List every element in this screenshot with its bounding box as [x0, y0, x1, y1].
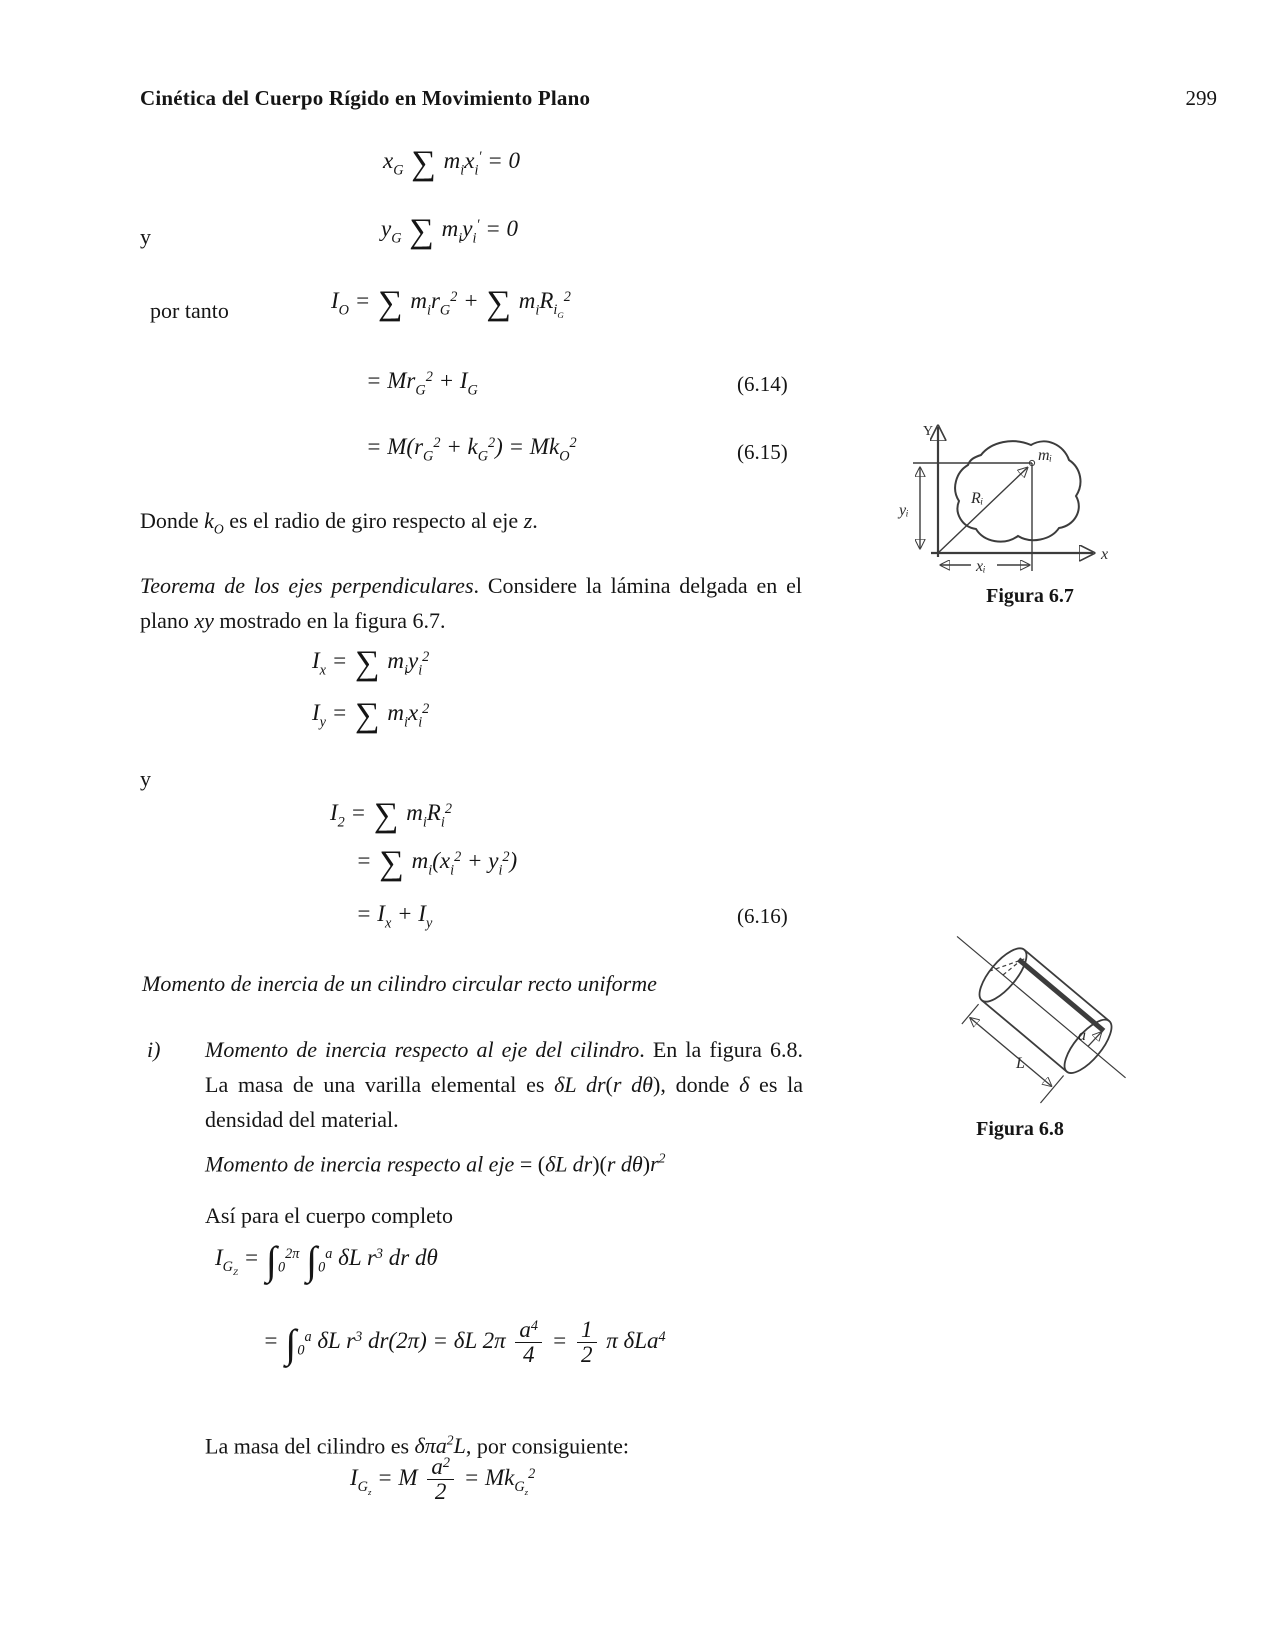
page-number: 299: [1185, 86, 1217, 110]
dim-ext-left: [962, 1004, 979, 1024]
cylinder-top-edge: [1024, 950, 1109, 1021]
paragraph-donde: Donde $k_O$ es el radio de giro respecto al eje z.: [140, 508, 538, 537]
radius-label: Rᵢ: [971, 490, 984, 507]
paragraph-momento-eje: Momento de inercia respecto al eje = (δL dr)(r $d\theta)r^2$: [205, 1151, 666, 1177]
figure-6-8-diagram: [930, 888, 1170, 1113]
length-L-label: L: [1016, 1055, 1025, 1072]
list-item-i-label: i): [147, 1037, 161, 1062]
paragraph-masa: La masa del cilindro es δπa$^2$L, por consiguiente:: [205, 1433, 629, 1459]
connector-y-1: y: [140, 224, 151, 249]
equation-xg: $x_G$ ∑ $m_ix_i' = 0$: [383, 143, 521, 182]
elemental-rod-highlight: [1020, 961, 1102, 1030]
mass-label: mᵢ: [1038, 447, 1053, 464]
figure-6-8-caption: Figura 6.8: [976, 1118, 1064, 1140]
equation-i2b: = ∑ $m_i(x_i^2 + y_i^2)$: [356, 843, 518, 882]
equation-igz-1: $I_{G_Z} = \int_0^{2\pi}$ $\int_0^a$ δL $r^3$ dr dθ: [215, 1237, 438, 1283]
cylinder-axis: [957, 936, 1126, 1077]
y-axis-label: Y: [923, 424, 934, 439]
equation-iy: $I_y$ = ∑ $m_ix_i^2$: [312, 695, 430, 734]
figure-6-7-diagram: [855, 415, 1115, 575]
radius-a-arrow: [1088, 1032, 1101, 1047]
equation-igz-2: = $\int_0^a$ δL $r^3$ dr(2π) = δL 2π $\frac{a^4}{4}$ = $\frac{1}{2}$ π δLa$^4$: [263, 1317, 666, 1368]
equation-final: $I_{G_z} = M$ $\frac{a^2}{2}$ = $Mk_{G_z}^2$: [350, 1454, 536, 1505]
dim-x-label: xᵢ: [976, 558, 986, 575]
equation-number-6-16: (6.16): [737, 904, 788, 928]
paragraph-asi: Así para el cuerpo completo: [205, 1203, 454, 1228]
equation-6-16: = $I_x + I_y$: [356, 901, 433, 932]
connector-por-tanto: por tanto: [150, 298, 229, 323]
list-item-i-text: Momento de inercia respecto al eje del cilindro. En la figura 6.8. La masa de una varilla elemental es δL dr(r dθ), donde δ es la densidad del material.: [205, 1037, 804, 1132]
equation-number-6-14: (6.14): [737, 372, 788, 396]
equation-6-14: = $Mr_G^2 + I_G$: [366, 368, 478, 399]
figure-6-7-caption: Figura 6.7: [986, 585, 1074, 607]
running-title: Cinética del Cuerpo Rígido en Movimiento Plano: [140, 86, 591, 110]
page-header: [140, 86, 1217, 111]
radius-arrow: [938, 468, 1027, 553]
equation-number-6-15: (6.15): [737, 440, 788, 464]
dim-L: [971, 1018, 1051, 1085]
radius-a-label: a: [1078, 1027, 1086, 1044]
equation-i2a: $I_2$ = ∑ $m_iR_i^2$: [330, 795, 452, 834]
section-heading-cilindro: Momento de inercia de un cilindro circular recto uniforme: [142, 971, 657, 996]
dim-y-label: yᵢ: [899, 502, 909, 519]
equation-yg: $y_G$ ∑ $m_iy_i' = 0$: [381, 211, 519, 250]
equation-ix: $I_x$ = ∑ $m_iy_i^2$: [312, 643, 430, 682]
x-axis-label: x: [1101, 546, 1109, 563]
connector-y-2: y: [140, 766, 151, 791]
equation-6-15: = $M(r_G^2 + k_G^2) = Mk_O^2$: [366, 434, 577, 465]
equation-io: $I_O$ = ∑ $m_ir_G^2$ + ∑ $m_iR_{i_G}^2$: [331, 283, 571, 322]
paragraph-teorema: Teorema de los ejes perpendiculares. Considere la lámina delgada en el plano xy mostrado en la figura 6.7.: [140, 573, 803, 633]
